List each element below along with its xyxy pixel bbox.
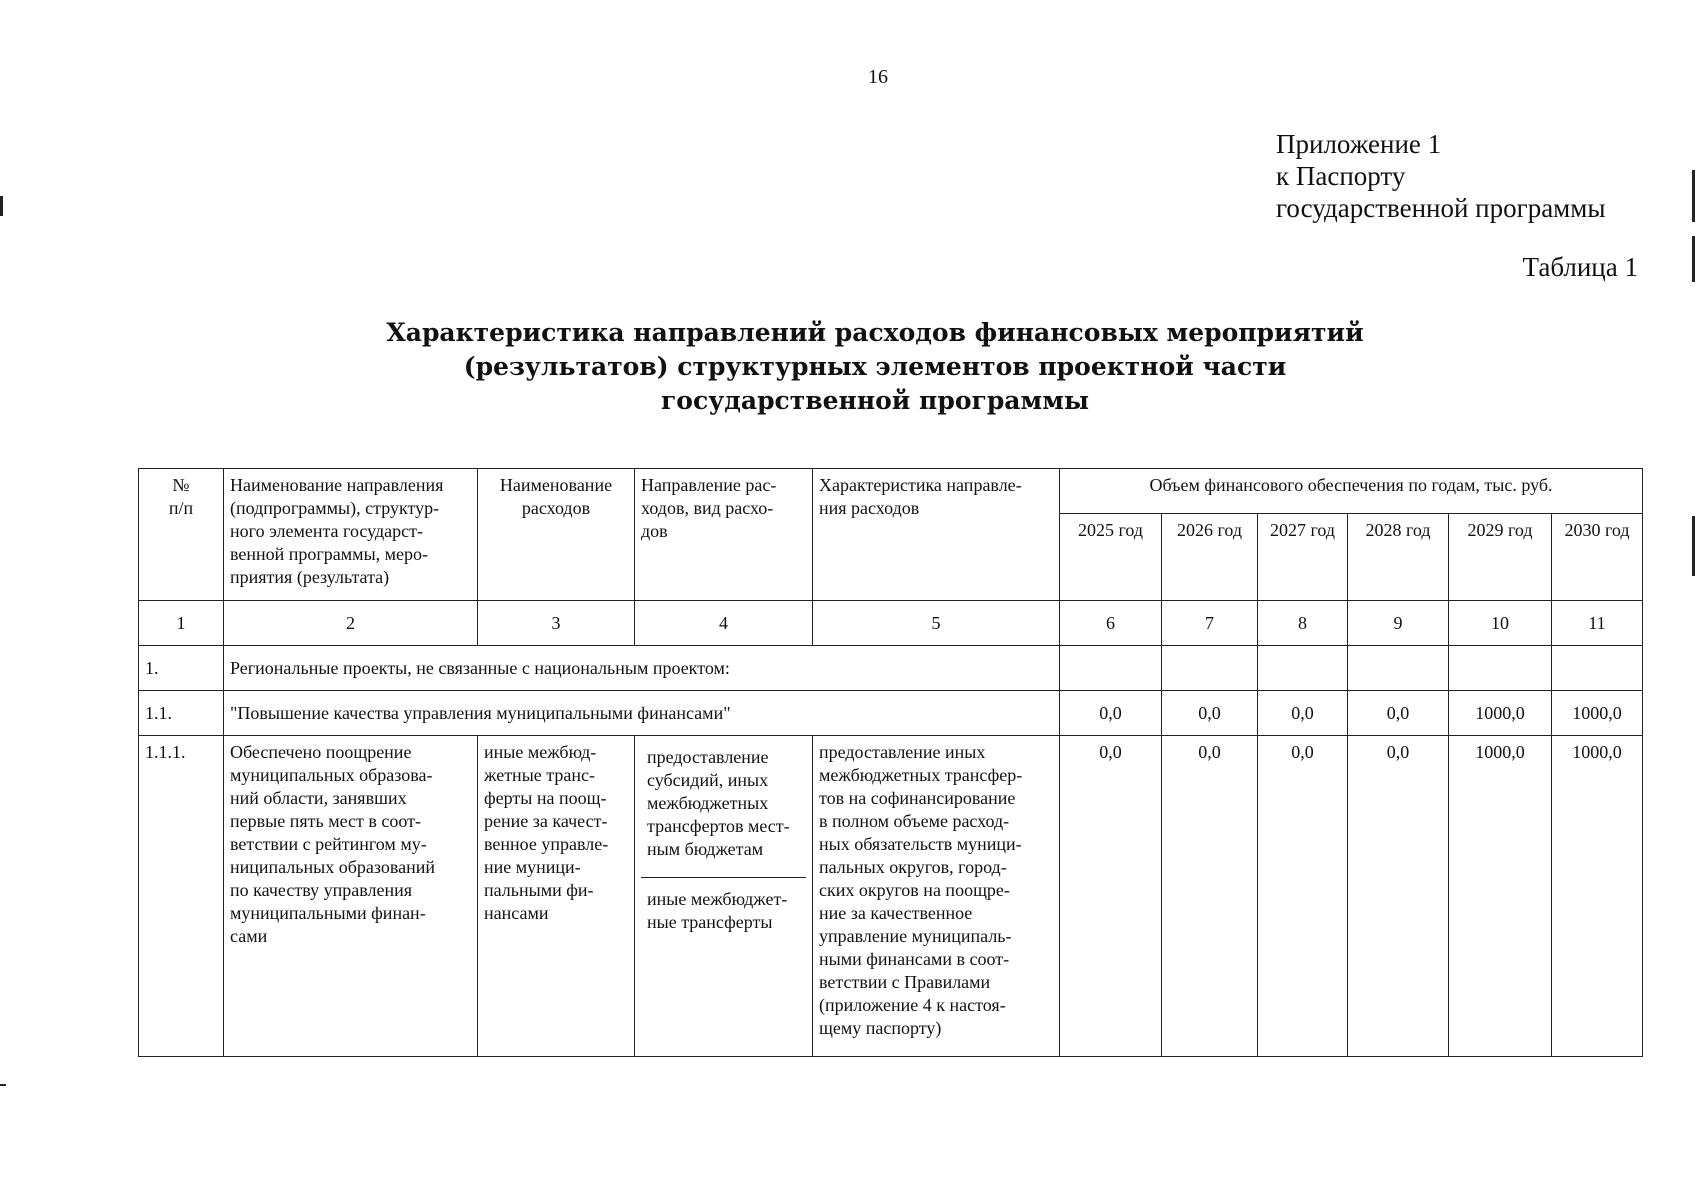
direction-cell: Обеспечено поощрение муниципальных образова- ний области, занявших первые пять мест в соот- ветствии с рейтингом му- ниципальных образований по качеству управления муниципальными финан- сами (224, 736, 478, 1057)
value-cell (1449, 646, 1552, 691)
title-line: (результатов) структурных элементов проектной части (463, 352, 1287, 381)
value-cell: 1000,0 (1449, 691, 1552, 736)
column-number: 1 (139, 601, 224, 646)
expense-name-cell: иные межбюд- жетные транс- ферты на поощ- рение за качест- венное управле- ние муници- пальными фи- нансами (478, 736, 635, 1057)
scan-edge-mark (0, 1084, 6, 1086)
column-number: 5 (813, 601, 1060, 646)
appendix-line: Приложение 1 (1276, 129, 1442, 159)
document-title (330, 316, 1420, 418)
expenses-table (138, 468, 1643, 1057)
header-year: 2027 год (1258, 514, 1348, 601)
table-row (139, 691, 1643, 736)
value-cell: 0,0 (1060, 736, 1162, 1057)
header-year: 2026 год (1162, 514, 1258, 601)
value-cell: 1000,0 (1449, 736, 1552, 1057)
header-year: 2025 год (1060, 514, 1162, 601)
expense-type-bottom: иные межбюджет- ные трансферты (647, 889, 788, 932)
value-cell (1258, 646, 1348, 691)
appendix-note (1276, 128, 1606, 224)
section-title: Региональные проекты, не связанные с национальным проектом: (224, 646, 1060, 691)
scan-edge-mark (1692, 236, 1695, 282)
title-line: Характеристика направлений расходов финансовых мероприятий (386, 318, 1364, 347)
expense-type-cell (635, 736, 813, 1057)
header-year: 2028 год (1348, 514, 1449, 601)
row-number: 1. (139, 646, 224, 691)
expense-type-top: предоставление субсидий, иных межбюджетных трансфертов мест- ным бюджетам (641, 741, 806, 878)
column-number-row (139, 601, 1643, 646)
project-title: "Повышение качества управления муниципальными финансами" (224, 691, 1060, 736)
value-cell (1552, 646, 1643, 691)
column-number: 4 (635, 601, 813, 646)
header-expense-type: Направление рас- ходов, вид расхо- дов (635, 469, 813, 601)
value-cell (1162, 646, 1258, 691)
header-direction: Наименование направления (подпрограммы), структур- ного элемента государст- венной программы, меро- приятия (результата) (224, 469, 478, 601)
header-expense-name: Наименование расходов (478, 469, 635, 601)
value-cell: 0,0 (1162, 691, 1258, 736)
appendix-line: государственной программы (1276, 193, 1606, 223)
value-cell: 0,0 (1060, 691, 1162, 736)
value-cell: 0,0 (1348, 691, 1449, 736)
value-cell (1348, 646, 1449, 691)
page-number: 16 (868, 66, 888, 88)
header-row (139, 469, 1643, 514)
value-cell: 0,0 (1348, 736, 1449, 1057)
header-num: № п/п (139, 469, 224, 601)
column-number: 11 (1552, 601, 1643, 646)
appendix-line: к Паспорту (1276, 161, 1406, 191)
value-cell: 1000,0 (1552, 736, 1643, 1057)
column-number: 8 (1258, 601, 1348, 646)
title-line: государственной программы (660, 386, 1089, 415)
table-row (139, 736, 1643, 1057)
row-number: 1.1. (139, 691, 224, 736)
scan-edge-mark (1692, 516, 1695, 576)
table-label: Таблица 1 (1522, 252, 1638, 282)
value-cell: 0,0 (1258, 736, 1348, 1057)
header-funding: Объем финансового обеспечения по годам, тыс. руб. (1060, 469, 1643, 514)
value-cell: 1000,0 (1552, 691, 1643, 736)
column-number: 10 (1449, 601, 1552, 646)
header-year: 2030 год (1552, 514, 1643, 601)
column-number: 3 (478, 601, 635, 646)
row-number: 1.1.1. (139, 736, 224, 1057)
header-characteristic: Характеристика направле- ния расходов (813, 469, 1060, 601)
value-cell (1060, 646, 1162, 691)
column-number: 7 (1162, 601, 1258, 646)
characteristic-cell: предоставление иных межбюджетных трансфер- тов на софинансирование в полном объеме расход- ных обязательств муници- пальных округов, город- ских округов на поощре- ние за качественное управление муниципаль- ными финансами в соот- ветствии с Правилами (приложение 4 к настоя- щему паспорту) (813, 736, 1060, 1057)
scan-edge-mark (1692, 170, 1695, 222)
column-number: 9 (1348, 601, 1449, 646)
value-cell: 0,0 (1258, 691, 1348, 736)
column-number: 2 (224, 601, 478, 646)
value-cell: 0,0 (1162, 736, 1258, 1057)
header-year: 2029 год (1449, 514, 1552, 601)
table-row (139, 646, 1643, 691)
column-number: 6 (1060, 601, 1162, 646)
scan-edge-mark (0, 196, 3, 216)
